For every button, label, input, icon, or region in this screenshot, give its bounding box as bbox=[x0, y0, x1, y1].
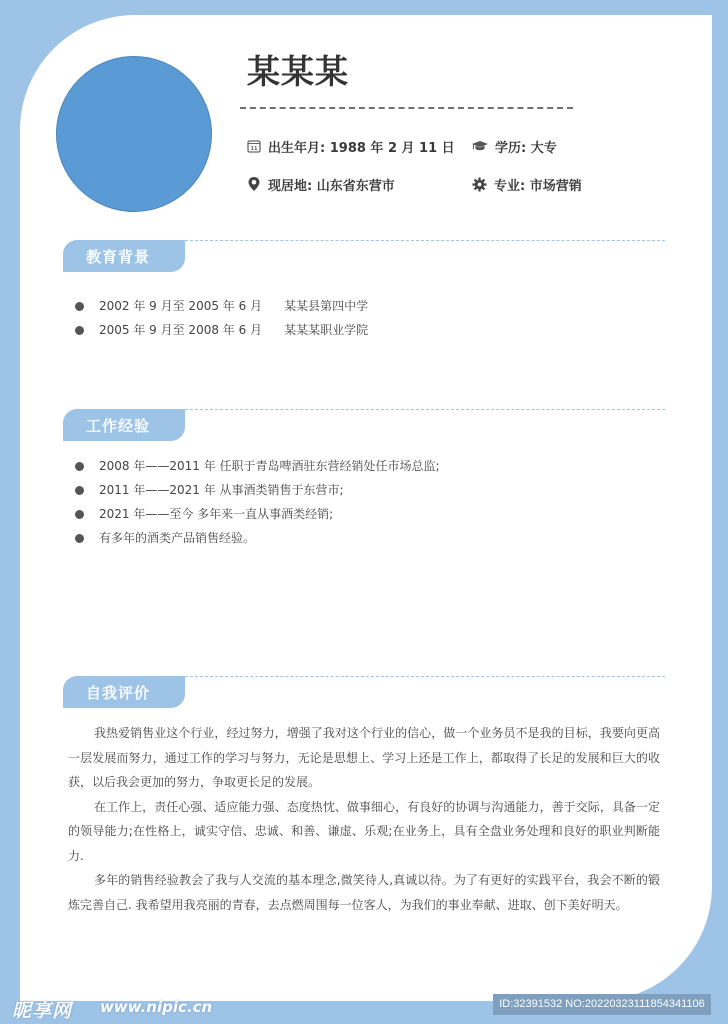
self-evaluation-paragraph: 在工作上，责任心强、适应能力强、态度热忱、做事细心，有良好的协调与沟通能力，善于交际，具备一定的领导能力;在性格上，诚实守信、忠诚、和善、谦虚、乐观;在业务上，具有全盘业务处理和良好的职业判断能力. bbox=[68, 799, 660, 863]
watermark-id: ID:32391532 NO:20220323111854341106 bbox=[493, 994, 711, 1015]
watermark-logo: 昵享网 bbox=[12, 1000, 73, 1022]
bullet-icon bbox=[75, 534, 84, 543]
svg-text:11: 11 bbox=[250, 146, 258, 152]
section-divider-education bbox=[185, 240, 665, 241]
birth-label: 出生年月: 1988 年 2 月 11 日 bbox=[268, 140, 455, 156]
bullet-icon bbox=[75, 326, 84, 335]
info-residence bbox=[247, 174, 395, 194]
education-label: 学历: 大专 bbox=[495, 140, 557, 156]
bullet-icon bbox=[75, 302, 84, 311]
section-title-self-evaluation: 自我评价 bbox=[63, 676, 185, 708]
residence-label: 现居地: 山东省东营市 bbox=[268, 178, 395, 194]
work-item-text: 2021 年——至今 多年来一直从事酒类经销; bbox=[99, 507, 334, 521]
education-item bbox=[72, 318, 368, 342]
info-major bbox=[472, 174, 582, 194]
calendar-icon bbox=[247, 139, 261, 153]
location-pin-icon bbox=[247, 176, 261, 192]
education-school: 某某县第四中学 bbox=[284, 299, 369, 313]
bullet-icon bbox=[75, 462, 84, 471]
avatar-photo-placeholder bbox=[56, 56, 212, 212]
info-education bbox=[472, 136, 557, 156]
education-item bbox=[72, 294, 368, 318]
info-birth bbox=[247, 136, 455, 156]
bullet-icon bbox=[75, 486, 84, 495]
work-item bbox=[72, 502, 440, 526]
work-list bbox=[72, 454, 440, 550]
self-evaluation-paragraph: 多年的销售经验教会了我与人交流的基本理念,微笑待人,真诚以待。为了有更好的实践平台，我会不断的锻炼完善自己. 我希望用我亮丽的青春，去点燃周围每一位客人，为我们的事业奉献、进取、创下美好明天。 bbox=[68, 873, 660, 912]
work-item bbox=[72, 526, 440, 550]
self-evaluation-paragraph: 我热爱销售业这个行业，经过努力，增强了我对这个行业的信心，做一个业务员不是我的目标，我要向更高一层发展而努力，通过工作的学习与努力，无论是思想上、学习上还是工作上，都取得了长足的发展和巨大的收获，以后我会更加的努力，争取更长足的发展。 bbox=[68, 726, 660, 789]
section-title-education: 教育背景 bbox=[63, 240, 185, 272]
work-item-text: 2011 年——2021 年 从事酒类销售于东营市; bbox=[99, 483, 344, 497]
name-divider bbox=[240, 107, 573, 109]
education-period: 2002 年 9 月至 2005 年 6 月 bbox=[99, 299, 263, 313]
work-item bbox=[72, 478, 440, 502]
candidate-name: 某某某 bbox=[247, 52, 349, 91]
gear-icon bbox=[472, 177, 487, 192]
self-evaluation-text bbox=[68, 721, 660, 917]
work-item bbox=[72, 454, 440, 478]
section-divider-self-evaluation bbox=[185, 676, 665, 677]
education-period: 2005 年 9 月至 2008 年 6 月 bbox=[99, 323, 263, 337]
education-school: 某某某职业学院 bbox=[284, 323, 369, 337]
watermark-url: www.nipic.cn bbox=[100, 998, 213, 1016]
bullet-icon bbox=[75, 510, 84, 519]
work-item-text: 2008 年——2011 年 任职于青岛啤酒驻东营经销处任市场总监; bbox=[99, 459, 440, 473]
graduation-cap-icon bbox=[472, 140, 488, 152]
section-divider-work bbox=[185, 409, 665, 410]
work-item-text: 有多年的酒类产品销售经验。 bbox=[99, 531, 256, 545]
major-label: 专业: 市场营销 bbox=[494, 178, 582, 194]
section-title-work: 工作经验 bbox=[63, 409, 185, 441]
education-list bbox=[72, 294, 368, 342]
